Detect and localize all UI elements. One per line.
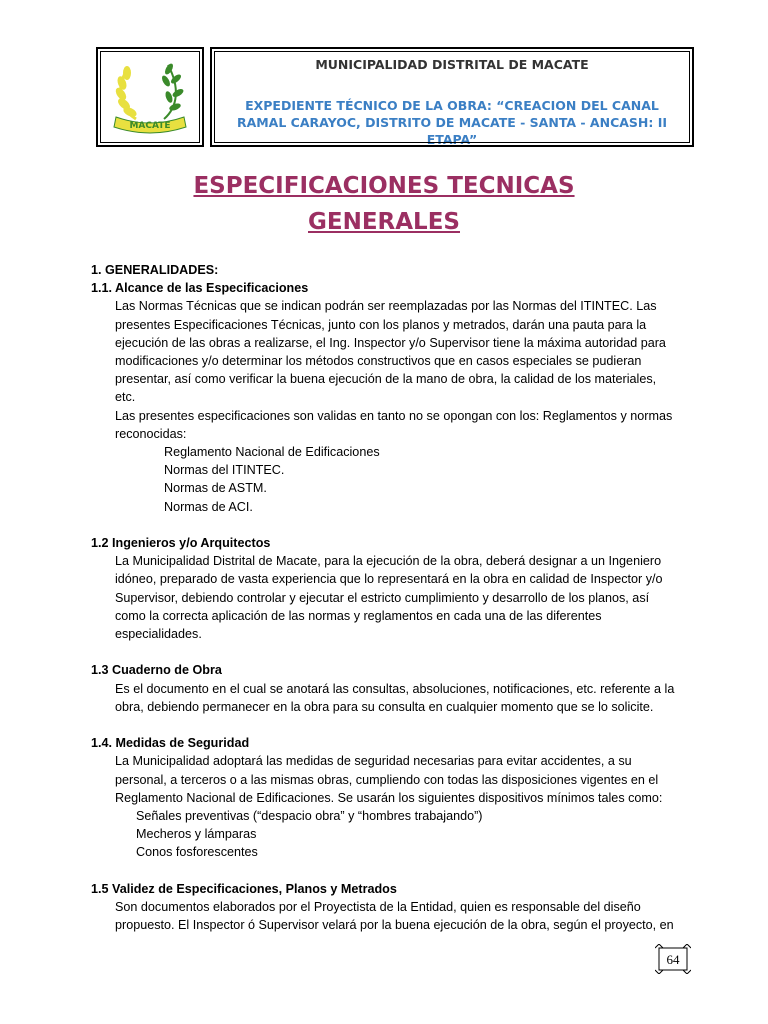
document-header — [96, 47, 694, 151]
text-line: Es el documento en el cual se anotará las consultas, absoluciones, notificaciones, etc. referente a la — [115, 681, 675, 696]
list-item: Mecheros y lámparas — [136, 827, 257, 842]
section-1-3-heading: 1.3 Cuaderno de Obra — [91, 663, 222, 678]
section-1-1-paragraph — [91, 297, 694, 443]
section-1-1-heading: 1.1. Alcance de las Especificaciones — [91, 281, 309, 296]
text-line: idóneo, preparado de vasta experiencia que lo representará en la obra en calidad de Inspector y/o — [115, 572, 663, 587]
section-1-heading: 1. GENERALIDADES: — [91, 263, 219, 277]
logo-frame — [96, 47, 204, 147]
title-line-1: ESPECIFICACIONES TECNICAS — [193, 173, 575, 199]
section-1-2-heading: 1.2 Ingenieros y/o Arquitectos — [91, 536, 271, 551]
text-line: Son documentos elaborados por el Proyectista de la Entidad, quien es responsable del diseño — [115, 900, 641, 915]
text-line: etc. — [115, 390, 136, 405]
text-line: reconocidas: — [115, 426, 187, 441]
text-line: Supervisor, debiendo controlar y ejecutar el estricto cumplimiento y desarrollo de los planos, así — [115, 590, 650, 605]
text-line: Reglamento Nacional de Edificaciones. Se usarán los siguientes dispositivos mínimos tales como: — [115, 790, 663, 805]
section-1-2-paragraph — [91, 552, 694, 643]
text-line: La Municipalidad adoptará las medidas de seguridad necesarias para evitar accidentes, a su — [115, 754, 632, 769]
section-1-5-heading: 1.5 Validez de Especificaciones, Planos y Metrados — [91, 881, 397, 896]
title-line-2: GENERALES — [308, 209, 460, 235]
list-item: Normas de ACI. — [164, 499, 253, 514]
text-line: Las Normas Técnicas que se indican podrán ser reemplazadas por las Normas del ITINTEC. Las — [115, 299, 657, 314]
municipality-name: MUNICIPALIDAD DISTRITAL DE MACATE — [315, 57, 589, 72]
text-line: especialidades. — [115, 627, 202, 642]
page-title — [0, 168, 768, 240]
text-line: personal, a terceros o a las mismas obras, cumpliendo con todas las disposiciones vigentes en el — [115, 772, 659, 787]
list-item: Reglamento Nacional de Edificaciones — [164, 445, 380, 460]
text-line: Las presentes especificaciones son validas en tanto no se opongan con los: Reglamentos y normas — [115, 408, 673, 423]
text-line: presentes Especificaciones Técnicas, junto con los planos y metrados, darán una pauta para la — [115, 317, 647, 332]
page-number: 64 — [666, 952, 680, 967]
document-body — [91, 261, 694, 934]
list-item: Señales preventivas (“despacio obra” y “hombres trabajando”) — [136, 809, 483, 824]
macate-logo — [106, 57, 194, 137]
text-line: presentar, así como verificar la buena ejecución de la mano de obra, la calidad de los materiales, — [115, 372, 657, 387]
section-1-5-paragraph — [91, 898, 694, 934]
text-line: La Municipalidad Distrital de Macate, para la ejecución de la obra, deberá designar a un Ingeniero — [115, 554, 662, 569]
section-1-4-heading: 1.4. Medidas de Seguridad — [91, 736, 250, 751]
section-1-4-paragraph — [91, 752, 694, 807]
list-item: Conos fosforescentes — [136, 845, 258, 860]
text-line: ejecución de las obras a realizarse, el Ing. Inspector y/o Supervisor tiene la máxima autoridad para — [115, 335, 666, 350]
text-line: como la correcta aplicación de las normas y reglamentos en cada una de las diferentes — [115, 608, 602, 623]
list-item: Normas del ITINTEC. — [164, 463, 285, 478]
page-number-badge — [655, 944, 691, 974]
header-title-frame — [210, 47, 694, 147]
text-line: propuesto. El Inspector ó Supervisor velará por la buena ejecución de la obra, según el proyecto, en — [115, 918, 674, 933]
section-1-3-paragraph — [91, 680, 694, 716]
norms-list — [91, 443, 694, 516]
list-item: Normas de ASTM. — [164, 481, 267, 496]
svg-text:MACATE: MACATE — [129, 121, 171, 131]
text-line: obra, debiendo permanecer en la obra para su consulta en cualquier momento que se lo solicite. — [115, 699, 654, 714]
safety-devices-list — [91, 807, 694, 862]
text-line: modificaciones y/o determinar los métodos constructivos que en casos especiales se pudieran — [115, 354, 642, 369]
project-title: EXPEDIENTE TÉCNICO DE LA OBRA: “CREACION DEL CANAL RAMAL CARAYOC, DISTRITO DE MACATE - SANTA - ANCASH: II ETAPA” — [236, 98, 668, 145]
